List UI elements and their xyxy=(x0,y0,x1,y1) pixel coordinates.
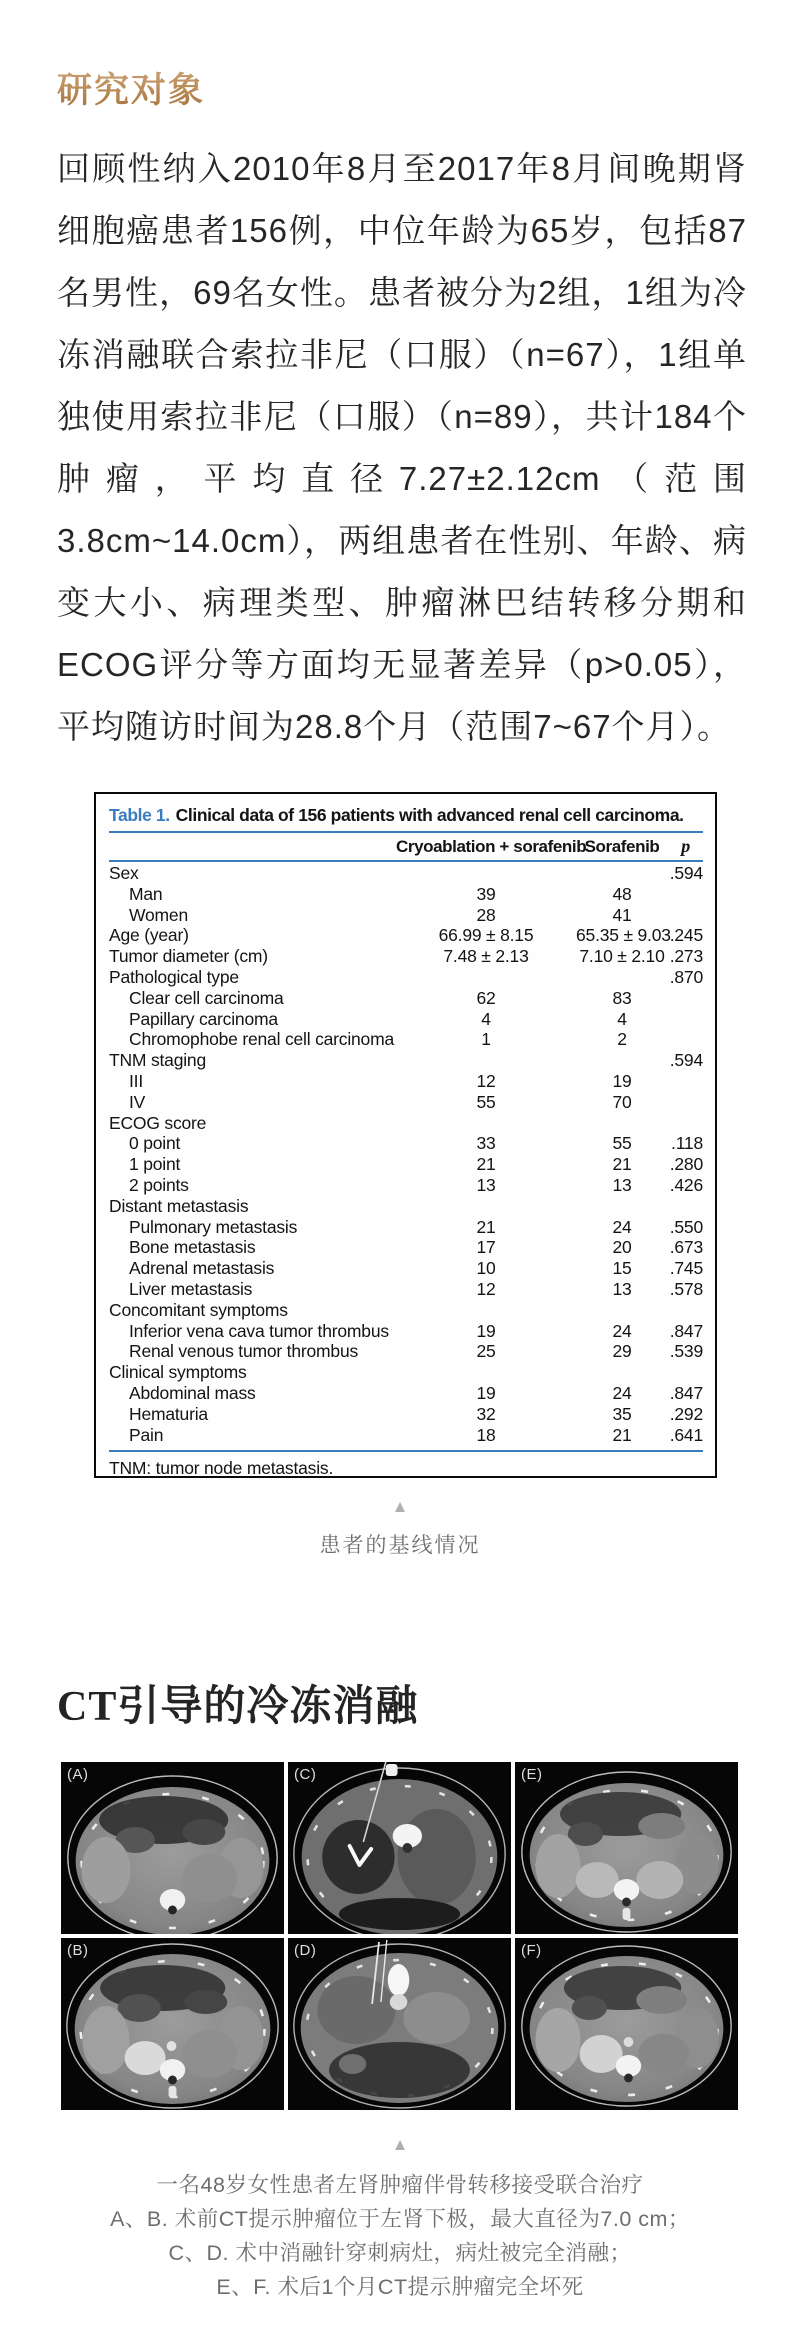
sorafenib-value: 21 xyxy=(612,1424,632,1445)
p-value: .673 xyxy=(669,1237,703,1258)
table-row xyxy=(109,1175,703,1196)
row-label: Inferior vena cava tumor thrombus xyxy=(129,1320,389,1341)
section-heading-ct-cryoablation: CT引导的冷冻消融 xyxy=(57,1683,419,1730)
cryoablation-sorafenib-value: 55 xyxy=(476,1091,496,1112)
table-row xyxy=(109,1383,703,1404)
sorafenib-value: 13 xyxy=(612,1174,632,1195)
row-label: Adrenal metastasis xyxy=(129,1258,275,1279)
table-figure-caption: 患者的基线情况 xyxy=(319,1534,481,1557)
table1-body xyxy=(109,863,703,1445)
cryoablation-sorafenib-value xyxy=(396,863,576,884)
sorafenib-value: 21 xyxy=(612,1154,632,1175)
ct-panel-d xyxy=(288,1938,511,2110)
p-value: .539 xyxy=(669,1341,703,1362)
sorafenib-value: 55 xyxy=(612,1133,632,1154)
ct-panel-b xyxy=(61,1938,284,2110)
table-row xyxy=(109,1196,703,1217)
row-label: Women xyxy=(129,904,188,925)
study-paragraph: 回顾性纳入2010年8月至2017年8月间晚期肾细胞癌患者156例，中位年龄为65岁，包括87名男性，69名女性。患者被分为2组，1组为冷冻消融联合索拉非尼（口服）（n=67），1组单独使用索拉非尼（口服）（n=89），共计184个肿瘤，平均直径7.27±2.12cm（范围3.8cm~14.0cm），两组患者在性别、年龄、病变大小、病理类型、肿瘤淋巴结转移分期和ECOG评分等方面均无显著差异（p>0.05），平均随访时间为28.8个月（范围7~67个月）。 xyxy=(57,150,747,745)
row-label: Bone metastasis xyxy=(129,1237,256,1258)
row-label: III xyxy=(129,1070,143,1091)
p-value: .578 xyxy=(669,1278,703,1299)
cryoablation-sorafenib-value: 12 xyxy=(476,1070,496,1091)
table-row xyxy=(109,863,703,884)
p-value: .118 xyxy=(671,1133,703,1154)
row-label: Man xyxy=(129,883,163,904)
row-label: Renal venous tumor thrombus xyxy=(129,1341,359,1362)
sorafenib-value: 24 xyxy=(612,1382,632,1403)
cryoablation-sorafenib-value xyxy=(396,1196,576,1217)
sorafenib-value: 48 xyxy=(612,883,632,904)
table-row xyxy=(109,1029,703,1050)
table-row xyxy=(109,884,703,905)
ct-panel-a xyxy=(61,1762,284,1934)
row-label: Tumor diameter (cm) xyxy=(109,946,268,967)
row-label: 1 point xyxy=(129,1154,181,1175)
cryoablation-sorafenib-value: 17 xyxy=(476,1237,496,1258)
cryoablation-sorafenib-value: 12 xyxy=(476,1278,496,1299)
caption-triangle-icon: ▲ xyxy=(391,1497,409,1516)
p-value xyxy=(668,1196,703,1217)
caption-triangle-icon: ▲ xyxy=(391,2135,409,2154)
header-sorafenib: Sorafenib xyxy=(584,836,660,856)
sorafenib-value: 20 xyxy=(612,1237,632,1258)
p-value: .426 xyxy=(669,1174,703,1195)
cryoablation-sorafenib-value: 18 xyxy=(476,1424,496,1445)
table1-header-row xyxy=(109,835,703,858)
sorafenib-value xyxy=(576,1300,668,1321)
table-rule-bottom xyxy=(109,1450,703,1452)
cryoablation-sorafenib-value: 10 xyxy=(476,1258,496,1279)
ct-scan-image xyxy=(288,1938,511,2110)
table-row xyxy=(109,1050,703,1071)
table1-figure xyxy=(94,792,717,1478)
ct-panel-label: (D) xyxy=(294,1942,317,1959)
cryoablation-sorafenib-value: 19 xyxy=(476,1382,496,1403)
ct-scan-image xyxy=(515,1938,738,2110)
cryoablation-sorafenib-value: 21 xyxy=(476,1154,496,1175)
row-label: Clinical symptoms xyxy=(109,1362,247,1383)
ct-montage-figure xyxy=(59,1760,740,2112)
header-p: p xyxy=(681,836,690,856)
row-label: 0 point xyxy=(129,1133,181,1154)
ct-panel-f xyxy=(515,1938,738,2110)
table-row xyxy=(109,1404,703,1425)
p-value: .273 xyxy=(669,946,703,967)
row-label: Sex xyxy=(109,863,139,883)
ct-panel-label: (E) xyxy=(521,1766,543,1783)
cryoablation-sorafenib-value: 25 xyxy=(476,1341,496,1362)
table-row xyxy=(109,1113,703,1134)
cryoablation-sorafenib-value: 21 xyxy=(476,1216,496,1237)
table-row xyxy=(109,988,703,1009)
row-label: Concomitant symptoms xyxy=(109,1299,288,1320)
p-value: .847 xyxy=(669,1382,703,1403)
cryoablation-sorafenib-value: 1 xyxy=(481,1029,491,1050)
ct-caption-line: E、F. 术后1个月CT提示肿瘤完全坏死 xyxy=(216,2275,584,2299)
row-label: 2 points xyxy=(129,1174,189,1195)
sorafenib-value: 4 xyxy=(617,1008,627,1029)
table-row xyxy=(109,1258,703,1279)
row-label: ECOG score xyxy=(109,1112,207,1133)
row-label: TNM staging xyxy=(109,1050,206,1071)
p-value xyxy=(668,1300,703,1321)
ct-scan-image xyxy=(515,1762,738,1934)
sorafenib-value: 29 xyxy=(612,1341,632,1362)
sorafenib-value: 35 xyxy=(612,1403,632,1424)
table-row xyxy=(109,925,703,946)
p-value: .292 xyxy=(669,1403,703,1424)
cryoablation-sorafenib-value: 19 xyxy=(476,1320,496,1341)
table-row xyxy=(109,1300,703,1321)
ct-scan-image xyxy=(288,1762,511,1934)
header-cryoablation-sorafenib: Cryoablation + sorafenib xyxy=(396,836,587,856)
ct-panel-c xyxy=(288,1762,511,1934)
cryoablation-sorafenib-value: 33 xyxy=(476,1133,496,1154)
table-row xyxy=(109,1362,703,1383)
cryoablation-sorafenib-value xyxy=(396,967,576,988)
p-value xyxy=(668,1362,703,1383)
row-label: Pulmonary metastasis xyxy=(129,1216,298,1237)
sorafenib-value: 13 xyxy=(612,1278,632,1299)
cryoablation-sorafenib-value: 4 xyxy=(481,1008,491,1029)
table-row xyxy=(109,1217,703,1238)
row-label: Papillary carcinoma xyxy=(129,1008,278,1029)
table1-footnote: TNM: tumor node metastasis. xyxy=(109,1458,334,1479)
ct-figure-caption xyxy=(0,2168,800,2304)
p-value xyxy=(668,884,703,905)
row-label: Chromophobe renal cell carcinoma xyxy=(129,1029,394,1050)
sorafenib-value xyxy=(576,1113,668,1134)
row-label: Abdominal mass xyxy=(129,1382,256,1403)
cryoablation-sorafenib-value xyxy=(396,1050,576,1071)
row-label: Clear cell carcinoma xyxy=(129,987,284,1008)
cryoablation-sorafenib-value: 39 xyxy=(476,883,496,904)
p-value: .280 xyxy=(669,1154,703,1175)
table-row xyxy=(109,1133,703,1154)
ct-panel-e xyxy=(515,1762,738,1934)
row-label: Hematuria xyxy=(129,1403,208,1424)
sorafenib-value: 24 xyxy=(612,1216,632,1237)
p-value: .245 xyxy=(669,925,703,946)
p-value xyxy=(668,1029,703,1050)
sorafenib-value: 24 xyxy=(612,1320,632,1341)
table-row xyxy=(109,1009,703,1030)
table-rule-top xyxy=(109,831,703,833)
p-value: .870 xyxy=(669,966,703,987)
ct-panel-label: (B) xyxy=(67,1942,89,1959)
ct-panel-label: (C) xyxy=(294,1766,317,1783)
ct-scan-image xyxy=(61,1938,284,2110)
p-value: .594 xyxy=(669,1050,703,1071)
cryoablation-sorafenib-value xyxy=(396,1362,576,1383)
row-label: Pain xyxy=(129,1424,164,1445)
table1-title xyxy=(109,805,703,825)
sorafenib-value: 7.10 ± 2.10 xyxy=(579,946,665,967)
sorafenib-value xyxy=(576,1362,668,1383)
table-row xyxy=(109,1154,703,1175)
sorafenib-value: 83 xyxy=(612,987,632,1008)
ct-caption-line: C、D. 术中消融针穿刺病灶，病灶被完全消融； xyxy=(168,2241,632,2265)
sorafenib-value: 19 xyxy=(612,1070,632,1091)
table-row xyxy=(109,1321,703,1342)
table-row xyxy=(109,946,703,967)
cryoablation-sorafenib-value xyxy=(396,1300,576,1321)
ct-panel-label: (A) xyxy=(67,1766,89,1783)
p-value xyxy=(668,988,703,1009)
sorafenib-value xyxy=(576,1050,668,1071)
sorafenib-value: 2 xyxy=(617,1029,627,1050)
row-label: Pathological type xyxy=(109,966,239,987)
table-row xyxy=(109,1341,703,1362)
table-row xyxy=(109,1092,703,1113)
cryoablation-sorafenib-value: 32 xyxy=(476,1403,496,1424)
table-row xyxy=(109,967,703,988)
sorafenib-value xyxy=(576,967,668,988)
sorafenib-value: 15 xyxy=(612,1258,632,1279)
table-row xyxy=(109,1425,703,1446)
p-value: .745 xyxy=(669,1258,703,1279)
row-label: Age (year) xyxy=(109,925,189,946)
table-row xyxy=(109,1279,703,1300)
table-row xyxy=(109,905,703,926)
table1-caption-text: Clinical data of 156 patients with advanced renal cell carcinoma. xyxy=(175,805,684,825)
p-value xyxy=(668,1009,703,1030)
p-value xyxy=(668,1092,703,1113)
sorafenib-value xyxy=(576,863,668,884)
cryoablation-sorafenib-value: 28 xyxy=(476,904,496,925)
section-heading-study-subjects: 研究对象 xyxy=(57,63,205,113)
cryoablation-sorafenib-value: 13 xyxy=(476,1174,496,1195)
ct-panel-label: (F) xyxy=(521,1942,542,1959)
cryoablation-sorafenib-value: 66.99 ± 8.15 xyxy=(438,925,534,946)
sorafenib-value xyxy=(576,1196,668,1217)
cryoablation-sorafenib-value xyxy=(396,1113,576,1134)
sorafenib-value: 70 xyxy=(612,1091,632,1112)
p-value: .847 xyxy=(669,1320,703,1341)
table1-label: Table 1. xyxy=(109,805,170,825)
ct-caption-line: A、B. 术前CT提示肿瘤位于左肾下极，最大直径为7.0 cm； xyxy=(110,2207,690,2231)
cryoablation-sorafenib-value: 62 xyxy=(476,987,496,1008)
p-value xyxy=(668,1113,703,1134)
p-value: .641 xyxy=(669,1424,703,1445)
row-label: Liver metastasis xyxy=(129,1278,253,1299)
table-row xyxy=(109,1071,703,1092)
p-value xyxy=(668,1071,703,1092)
sorafenib-value: 41 xyxy=(612,904,632,925)
row-label: Distant metastasis xyxy=(109,1195,249,1216)
table-rule-header xyxy=(109,860,703,862)
row-label: IV xyxy=(129,1091,146,1112)
ct-scan-image xyxy=(61,1762,284,1934)
table-row xyxy=(109,1237,703,1258)
p-value xyxy=(668,905,703,926)
ct-caption-line: 一名48岁女性患者左肾肿瘤伴骨转移接受联合治疗 xyxy=(156,2173,644,2197)
p-value: .594 xyxy=(669,863,703,883)
p-value: .550 xyxy=(669,1216,703,1237)
cryoablation-sorafenib-value: 7.48 ± 2.13 xyxy=(443,946,529,967)
sorafenib-value: 65.35 ± 9.03 xyxy=(576,925,671,946)
